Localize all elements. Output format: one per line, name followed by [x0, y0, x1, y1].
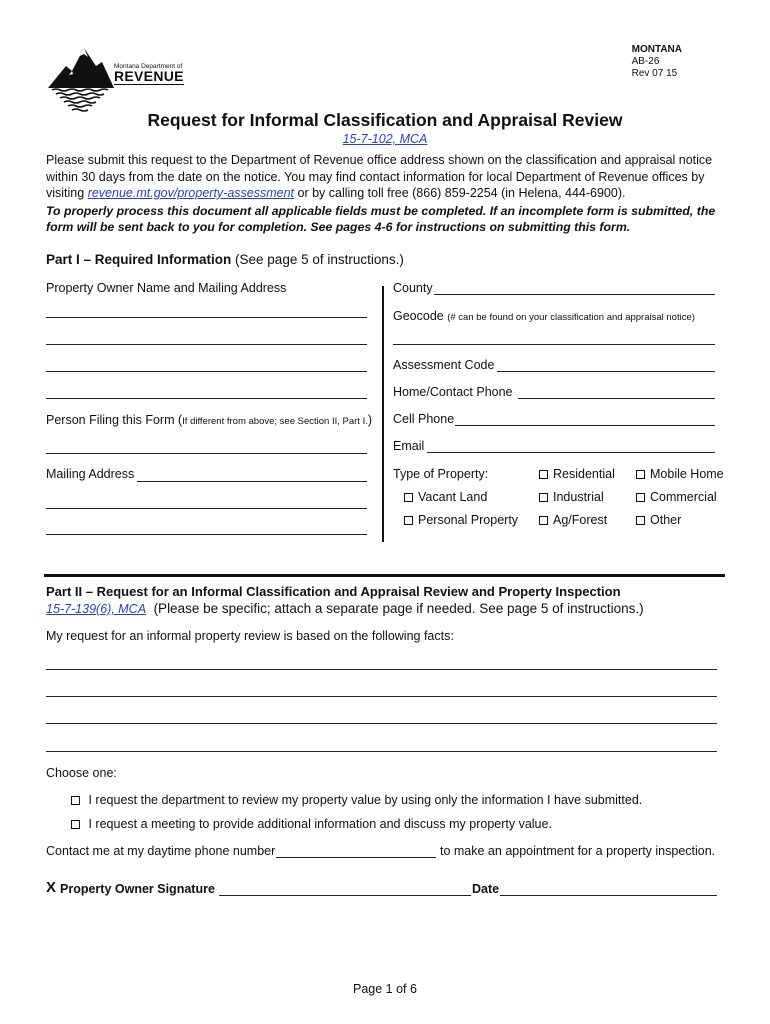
revision-label: Rev 07 15 — [631, 68, 678, 79]
type-commercial-checkbox[interactable] — [636, 490, 717, 504]
person-filing-close: ) — [367, 413, 373, 427]
assessment-code-label: Assessment Code — [393, 358, 495, 372]
checkbox-icon[interactable] — [636, 493, 645, 502]
date-label: Date — [472, 882, 500, 896]
county-label: County — [393, 281, 433, 295]
type-residential-label: Residential — [553, 467, 615, 481]
type-vacant-land-checkbox[interactable] — [404, 490, 487, 504]
intro-text-1: Please submit this request to the Department of Revenue office address shown on the classification and appraisal notice within 30 days from the date on the notice. You may find contact information for local Department of Revenue offices by visiting — [46, 153, 713, 200]
cell-phone-label: Cell Phone — [393, 412, 455, 426]
type-personal-property-label: Personal Property — [418, 513, 519, 527]
owner-name-label: Property Owner Name and Mailing Address — [46, 281, 287, 295]
logo-text-small: Montana Department of — [114, 63, 183, 70]
type-other-label: Other — [650, 513, 682, 527]
cell-phone-input[interactable] — [455, 425, 715, 426]
section-divider — [44, 574, 725, 577]
geocode-label — [393, 309, 695, 323]
checkbox-icon[interactable] — [539, 493, 548, 502]
part2-note: (Please be specific; attach a separate page if needed. See page 5 of instructions.) — [153, 601, 644, 616]
daytime-phone-input[interactable] — [276, 857, 436, 858]
contact-phone-after: to make an appointment for a property inspection. — [440, 844, 716, 858]
owner-line-3[interactable] — [46, 371, 367, 372]
facts-label: My request for an informal property review is based on the following facts: — [46, 629, 454, 643]
owner-line-4[interactable] — [46, 398, 367, 399]
type-residential-checkbox[interactable] — [539, 467, 615, 481]
person-filing-text: Person Filing this Form ( — [46, 413, 183, 427]
revenue-logo — [44, 44, 184, 114]
option1-label: I request the department to review my property value by using only the information I have submitted. — [88, 793, 643, 807]
person-filing-line[interactable] — [46, 453, 367, 454]
state-label: MONTANA — [631, 44, 682, 55]
type-mobile-home-checkbox[interactable] — [636, 467, 724, 481]
mailing-address-line-1[interactable] — [137, 481, 367, 482]
type-ag-forest-label: Ag/Forest — [553, 513, 608, 527]
type-personal-property-checkbox[interactable] — [404, 513, 518, 527]
home-phone-label: Home/Contact Phone — [393, 385, 513, 399]
form-title: Request for Informal Classification and Appraisal Review — [147, 110, 623, 130]
facts-line-4[interactable] — [46, 751, 717, 752]
type-commercial-label: Commercial — [650, 490, 717, 504]
person-filing-label — [46, 413, 372, 427]
person-filing-note: If different from above; see Section II, Part I. — [182, 416, 368, 427]
owner-line-1[interactable] — [46, 317, 367, 318]
part2-subheading — [46, 601, 644, 616]
checkbox-icon[interactable] — [71, 820, 80, 829]
column-divider — [382, 286, 384, 542]
date-input[interactable] — [500, 895, 717, 896]
checkbox-icon[interactable] — [404, 493, 413, 502]
option-request-meeting[interactable] — [71, 817, 552, 831]
signature-x-mark: X — [46, 879, 57, 896]
checkbox-icon[interactable] — [71, 796, 80, 805]
type-vacant-land-label: Vacant Land — [418, 490, 488, 504]
statute-link[interactable]: 15-7-102, MCA — [342, 132, 428, 146]
form-header-info — [632, 44, 682, 80]
part1-heading — [46, 252, 404, 267]
type-of-property-label: Type of Property: — [393, 467, 489, 481]
checkbox-icon[interactable] — [636, 470, 645, 479]
type-industrial-checkbox[interactable] — [539, 490, 604, 504]
logo-text-revenue: REVENUE — [114, 68, 184, 84]
geocode-text: Geocode — [393, 309, 444, 323]
assessment-code-input[interactable] — [497, 371, 715, 372]
part2-heading: Part II – Request for an Informal Classification and Appraisal Review and Property Inspection — [46, 584, 621, 599]
option-review-submitted-info[interactable] — [71, 793, 642, 807]
signature-input[interactable] — [219, 895, 471, 896]
checkbox-icon[interactable] — [539, 470, 548, 479]
intro-text-2: or by calling toll free (866) 859-2254 (in Helena, 444-6900). — [294, 186, 626, 200]
county-input[interactable] — [434, 294, 715, 295]
page-number: Page 1 of 6 — [353, 982, 417, 996]
owner-line-2[interactable] — [46, 344, 367, 345]
checkbox-icon[interactable] — [539, 516, 548, 525]
geocode-input[interactable] — [393, 344, 715, 345]
mailing-address-label: Mailing Address — [46, 467, 135, 481]
choose-one-label: Choose one: — [46, 766, 117, 780]
email-input[interactable] — [427, 452, 715, 453]
type-other-checkbox[interactable] — [636, 513, 681, 527]
mailing-address-line-2[interactable] — [46, 508, 367, 509]
form-code: AB-26 — [631, 56, 660, 67]
facts-line-2[interactable] — [46, 696, 717, 697]
part2-statute-link[interactable]: 15-7-139(6), MCA — [46, 602, 147, 616]
geocode-note: (# can be found on your classification and appraisal notice) — [447, 312, 695, 323]
incomplete-form-warning: To properly process this document all applicable fields must be completed. If an incomplete form is submitted, the form will be sent back to you for completion. See pages 4-6 for instructions on submitting this form. — [46, 204, 716, 234]
option2-label: I request a meeting to provide additional information and discuss my property value. — [88, 817, 552, 831]
email-label: Email — [393, 439, 425, 453]
part1-heading-bold: Part I – Required Information — [46, 252, 232, 267]
home-phone-input[interactable] — [518, 398, 715, 399]
facts-line-1[interactable] — [46, 669, 717, 670]
checkbox-icon[interactable] — [404, 516, 413, 525]
type-mobile-home-label: Mobile Home — [650, 467, 724, 481]
part1-heading-rest: (See page 5 of instructions.) — [231, 252, 404, 267]
contact-phone-before: Contact me at my daytime phone number — [46, 844, 276, 858]
type-industrial-label: Industrial — [553, 490, 604, 504]
checkbox-icon[interactable] — [636, 516, 645, 525]
signature-label: Property Owner Signature — [60, 882, 215, 896]
mailing-address-line-3[interactable] — [46, 534, 367, 535]
revenue-website-link[interactable]: revenue.mt.gov/property-assessment — [87, 186, 295, 200]
facts-line-3[interactable] — [46, 723, 717, 724]
type-ag-forest-checkbox[interactable] — [539, 513, 607, 527]
statute-reference — [0, 132, 770, 146]
intro-paragraph — [46, 152, 736, 202]
